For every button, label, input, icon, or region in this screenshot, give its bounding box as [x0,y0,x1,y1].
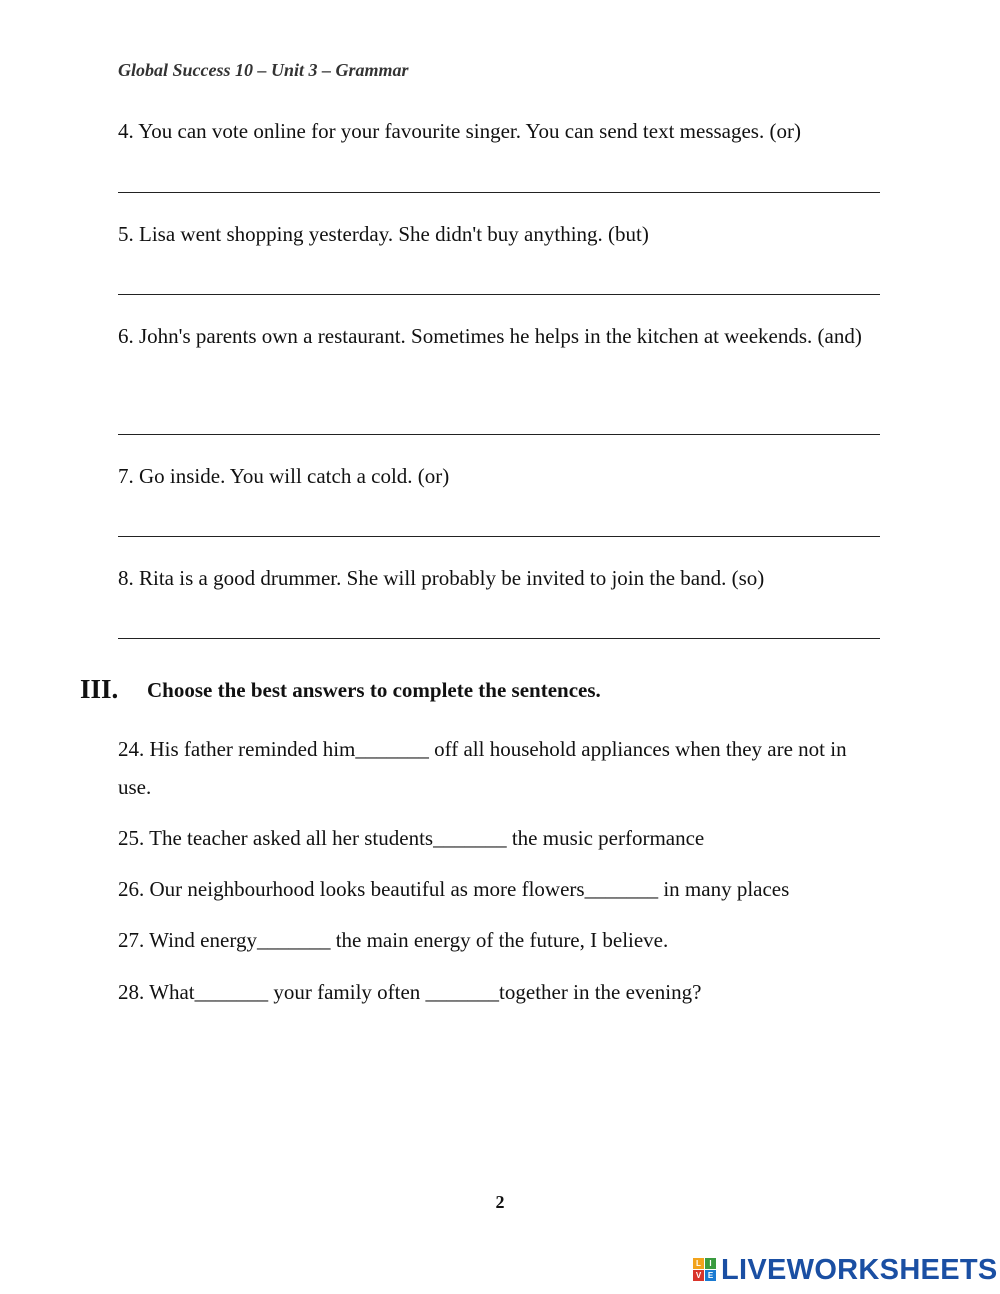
liveworksheets-text: LIVEWORKSHEETS [721,1253,998,1286]
answer-line-4[interactable] [118,192,880,193]
answer-line-6[interactable] [118,434,880,435]
answer-line-7[interactable] [118,536,880,537]
question-24: 24. His father reminded him_______ off all household appliances when they are not in use. [118,737,847,799]
answer-line-8[interactable] [118,638,880,639]
section-number: III. [80,674,119,704]
liveworksheets-logo [693,1252,998,1288]
question-28: 28. What_______ your family often _______together in the evening? [118,980,702,1004]
question-27: 27. Wind energy_______ the main energy of the future, I believe. [118,928,669,952]
question-25: 25. The teacher asked all her students_______ the music performance [118,826,705,850]
page-number: 2 [495,1192,505,1212]
answer-line-5[interactable] [118,294,880,295]
section-title: Choose the best answers to complete the sentences. [147,678,601,702]
question-7: 7. Go inside. You will catch a cold. (or) [118,464,450,488]
question-4: 4. You can vote online for your favourite singer. You can send text messages. (or) [118,119,801,143]
document-header: Global Success 10 – Unit 3 – Grammar [118,60,409,80]
liveworksheets-mark-icon: L I V E [693,1258,717,1282]
question-26: 26. Our neighbourhood looks beautiful as more flowers_______ in many places [118,877,790,901]
question-5: 5. Lisa went shopping yesterday. She didn't buy anything. (but) [118,222,649,246]
question-8: 8. Rita is a good drummer. She will probably be invited to join the band. (so) [118,566,765,590]
question-6: 6. John's parents own a restaurant. Sometimes he helps in the kitchen at weekends. (and) [118,324,862,348]
